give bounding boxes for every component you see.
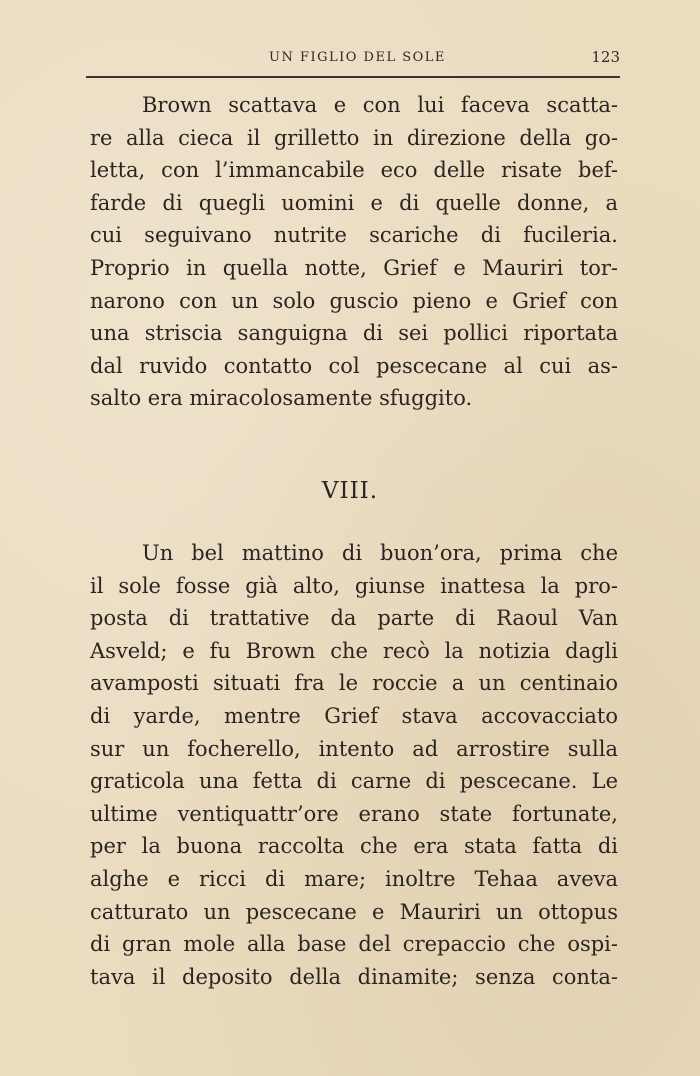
text-line: di gran mole alla base del crepaccio che ospi-	[90, 932, 618, 957]
text-line: tava il deposito della dinamite; senza conta-	[90, 964, 618, 989]
text-line: il sole fosse già alto, giunse inattesa la pro-	[90, 573, 618, 598]
text-line: farde di quegli uomini e di quelle donne, a	[90, 190, 618, 215]
text-line: narono con un solo guscio pieno e Grief con	[90, 288, 618, 313]
page-header	[86, 48, 620, 72]
text-line: letta, con l’immancabile eco delle risate bef-	[90, 158, 618, 183]
text-line: re alla cieca il grilletto in direzione della go-	[90, 125, 618, 150]
text-line: per la buona raccolta che era stata fatta di	[90, 834, 618, 859]
text-line: salto era miracolosamente sfuggito.	[90, 386, 473, 411]
text-line: avamposti situati fra le roccie a un centinaio	[90, 671, 618, 696]
header-rule	[86, 76, 620, 78]
text-line: di yarde, mentre Grief stava accovacciato	[90, 703, 618, 728]
paragraph-continued	[90, 89, 618, 415]
text-line: graticola una fetta di carne di pescecane. Le	[90, 769, 618, 794]
text-line: alghe e ricci di mare; inoltre Tehaa aveva	[90, 866, 618, 891]
text-line: cui seguivano nutrite scariche di fucileria.	[90, 223, 618, 248]
text-line: ultime ventiquattr’ore erano state fortunate,	[90, 801, 618, 826]
text-line: Brown scattava e con lui faceva scatta-	[142, 93, 618, 117]
paragraph-chapter-start	[90, 537, 618, 993]
chapter-heading: VIII.	[321, 478, 379, 504]
running-title: UN FIGLIO DEL SOLE	[269, 50, 446, 65]
text-line: catturato un pescecane e Mauriri un ottopus	[90, 899, 618, 924]
text-line: una striscia sanguigna di sei pollici riportata	[90, 321, 618, 346]
text-line: posta di trattative da parte di Raoul Van	[90, 606, 618, 631]
text-line: Asveld; e fu Brown che recò la notizia dagli	[90, 638, 618, 663]
text-line: sur un focherello, intento ad arrostire sulla	[90, 736, 618, 761]
text-line: Proprio in quella notte, Grief e Mauriri tor-	[90, 255, 618, 280]
text-line: Un bel mattino di buon’ora, prima che	[142, 541, 618, 565]
text-line: dal ruvido contatto col pescecane al cui as-	[90, 353, 618, 378]
page-number: 123	[591, 48, 620, 66]
